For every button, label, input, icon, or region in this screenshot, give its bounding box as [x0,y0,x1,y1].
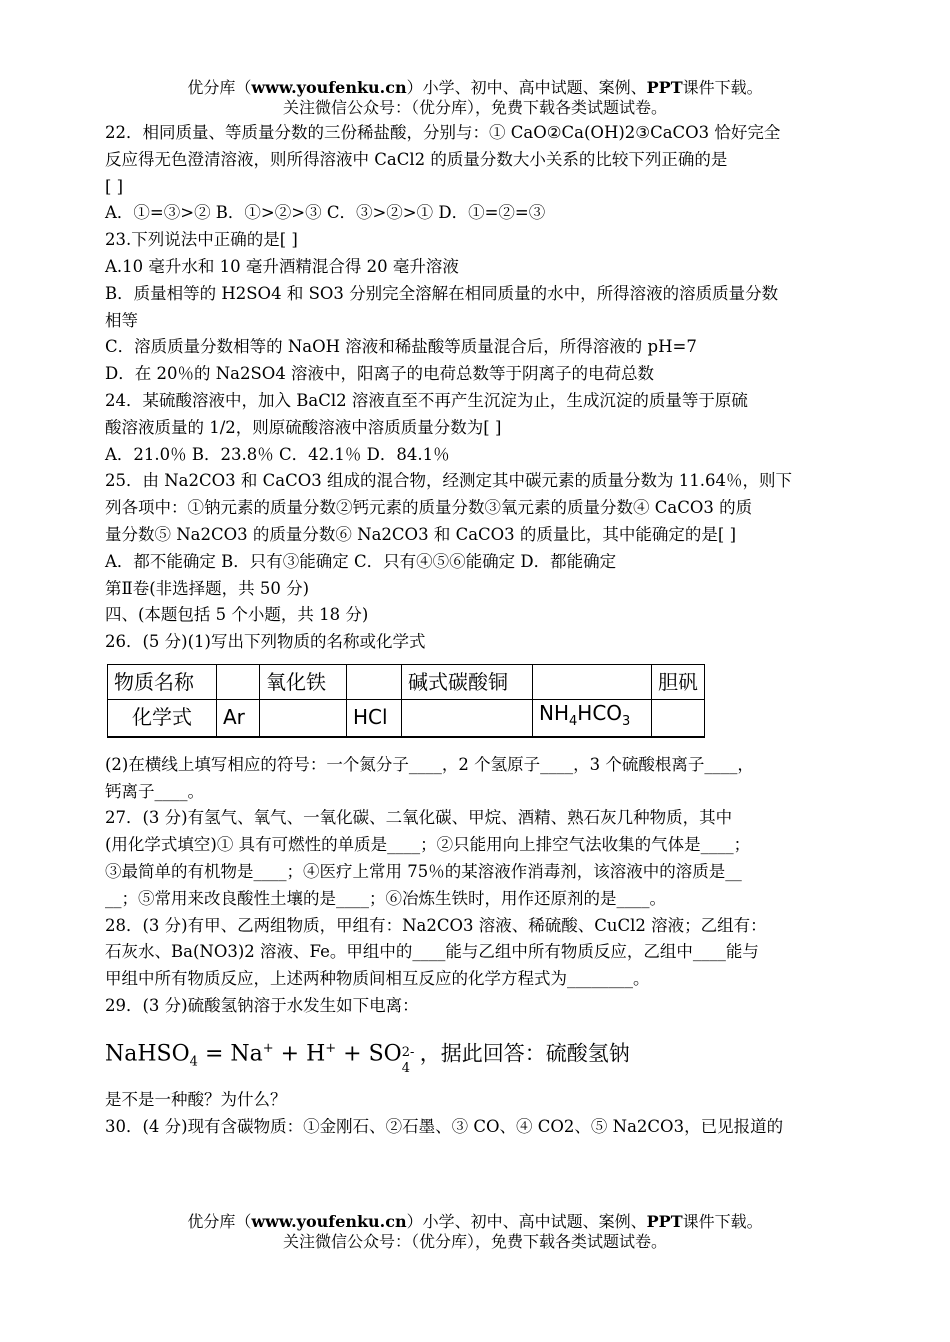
text-line: (2)在横线上填写相应的符号：一个氮分子____，2 个氢原子____，3 个硫酸根离子____， [105,754,754,774]
table-cell: HCl [347,699,402,736]
table-row-names [108,664,705,699]
footer-ppt: PPT [646,1212,683,1231]
text-line: 是不是一种酸？为什么？ [105,1090,287,1110]
text-line: A．①=③>② B．①>②>③ C．③>②>① D．①=②=③ [105,203,546,223]
table-cell [533,664,652,699]
eq-sup: + [325,1040,337,1056]
eq-sup: + [262,1040,274,1056]
table-cell [652,699,705,736]
text-line: D．在 20％的 Na2SO4 溶液中，阳离子的电荷总数等于阴离子的电荷总数 [105,364,655,384]
footer-suffix: 课件下载。 [682,1212,763,1231]
table-cell: 氧化铁 [260,664,347,699]
text-line: A．21.0％ B．23.8％ C．42.1％ D．84.1％ [105,444,450,464]
formula-sub: 4 [569,713,578,729]
text-line: 量分数⑤ Na2CO3 的质量分数⑥ Na2CO3 和 CaCO3 的质量比，其中能确定的是[ ] [105,524,737,544]
eq-part: + SO [336,1041,402,1067]
question-body [105,120,850,1141]
text-line: A．都不能确定 B．只有③能确定 C．只有④⑤⑥能确定 D．都能确定 [105,551,617,571]
text-line: 25．由 Na2CO3 和 CaCO3 组成的混合物，经测定其中碳元素的质量分数为 11.64％，则下 [105,471,792,491]
eq-part: = Na [197,1041,263,1067]
table-cell [347,664,402,699]
eq-sub: 4 [189,1054,198,1070]
footer-site-name: 优分库（ [187,1212,252,1231]
table-cell: 碱式碳酸铜 [402,664,533,699]
header-desc: ）小学、初中、高中试题、案例、 [406,78,647,97]
footer-url: www.youfenku.cn [251,1212,407,1231]
footer-line-2: 关注微信公众号：（优分库），免费下载各类试题试卷。 [282,1232,667,1251]
text-line: ③最简单的有机物是____；④医疗上常用 75％的某溶液作消毒剂，该溶液中的溶质是__ [105,861,742,881]
text-line: 四、(本题包括 5 个小题，共 18 分) [105,605,369,625]
eq-sub: 4 [401,1061,410,1077]
footer-desc: ）小学、初中、高中试题、案例、 [406,1212,647,1231]
text-line: 30．(4 分)现有含碳物质：①金刚石、②石墨、③ CO、④ CO2、⑤ Na2CO3，已见报道的 [105,1117,784,1137]
text-line: 29．(3 分)硫酸氢钠溶于水发生如下电离： [105,995,419,1015]
header-suffix: 课件下载。 [682,78,763,97]
eq-part: + H [273,1041,326,1067]
formula-part: NH [539,700,569,725]
table-cell: Ar [217,699,260,736]
table-cell [260,699,347,736]
header-line-2: 关注微信公众号：（优分库），免费下载各类试题试卷。 [282,98,667,117]
text-line: 23.下列说法中正确的是[ ] [105,230,298,250]
table-cell-nh4hco3 [533,699,652,736]
table-cell [402,699,533,736]
ionization-equation [105,1032,850,1080]
text-line: [ ] [105,176,124,196]
table-cell [217,664,260,699]
text-line: B．质量相等的 H2SO4 和 SO3 分别完全溶解在相同质量的水中，所得溶液的溶质质量分数 [105,283,779,303]
table-cell: 胆矾 [652,664,705,699]
text-line: 27．(3 分)有氢气、氧气、一氧化碳、二氧化碳、甲烷、酒精、熟石灰几种物质，其中 [105,808,733,828]
footer-line-1 [0,1212,950,1232]
text-line: 甲组中所有物质反应，上述两种物质间相互反应的化学方程式为________。 [105,969,650,989]
text-line: (用化学式填空)① 具有可燃性的单质是____；②只能用向上排空气法收集的气体是____； [105,835,751,855]
eq-part: NaHSO [105,1041,190,1067]
text-line: 酸溶液质量的 1/2，则原硫酸溶液中溶质质量分数为[ ] [105,417,502,437]
text-line: 22．相同质量、等质量分数的三份稀盐酸，分别与：① CaO②Ca(OH)2③CaCO3 恰好完全 [105,123,781,142]
text-line: 28．(3 分)有甲、乙两组物质，甲组有：Na2CO3 溶液、稀硫酸、CuCl2 溶液；乙组有： [105,915,767,935]
header-url: www.youfenku.cn [251,78,407,97]
text-line: A.10 毫升水和 10 毫升酒精混合得 20 毫升溶液 [105,256,459,276]
table-cell: 物质名称 [108,664,217,699]
text-line: C．溶质质量分数相等的 NaOH 溶液和稀盐酸等质量混合后，所得溶液的 pH=7 [105,337,697,357]
text-line: 石灰水、Ba(NO3)2 溶液、Fe。甲组中的____能与乙组中所有物质反应，乙组中____能与 [105,942,759,962]
eq-tail: ，据此回答：硫酸氢钠 [419,1041,630,1066]
text-line: __；⑤常用来改良酸性土壤的是____；⑥冶炼生铁时，用作还原剂的是____。 [105,888,666,908]
text-line: 列各项中：①钠元素的质量分数②钙元素的质量分数③氧元素的质量分数④ CaCO3 的质 [105,498,753,518]
text-line: 26．(5 分)(1)写出下列物质的名称或化学式 [105,632,426,652]
text-line: 24．某硫酸溶液中，加入 BaCl2 溶液直至不再产生沉淀为止，生成沉淀的质量等于原硫 [105,390,748,410]
eq-sup: 2- [401,1045,415,1061]
header-line-1 [0,78,950,98]
text-line: 相等 [105,310,138,330]
table-cell: 化学式 [108,699,217,736]
table-row-formulas [108,699,705,736]
header-site-name: 优分库（ [187,78,252,97]
chemical-table [107,664,705,738]
formula-part: HCO [577,700,623,725]
header-ppt: PPT [646,78,683,97]
text-line: 钙离子____。 [105,781,204,801]
formula-sub: 3 [622,713,631,729]
text-line: 反应得无色澄清溶液，则所得溶液中 CaCl2 的质量分数大小关系的比较下列正确的是 [105,149,728,169]
text-line: 第Ⅱ卷(非选择题，共 50 分) [105,578,310,598]
